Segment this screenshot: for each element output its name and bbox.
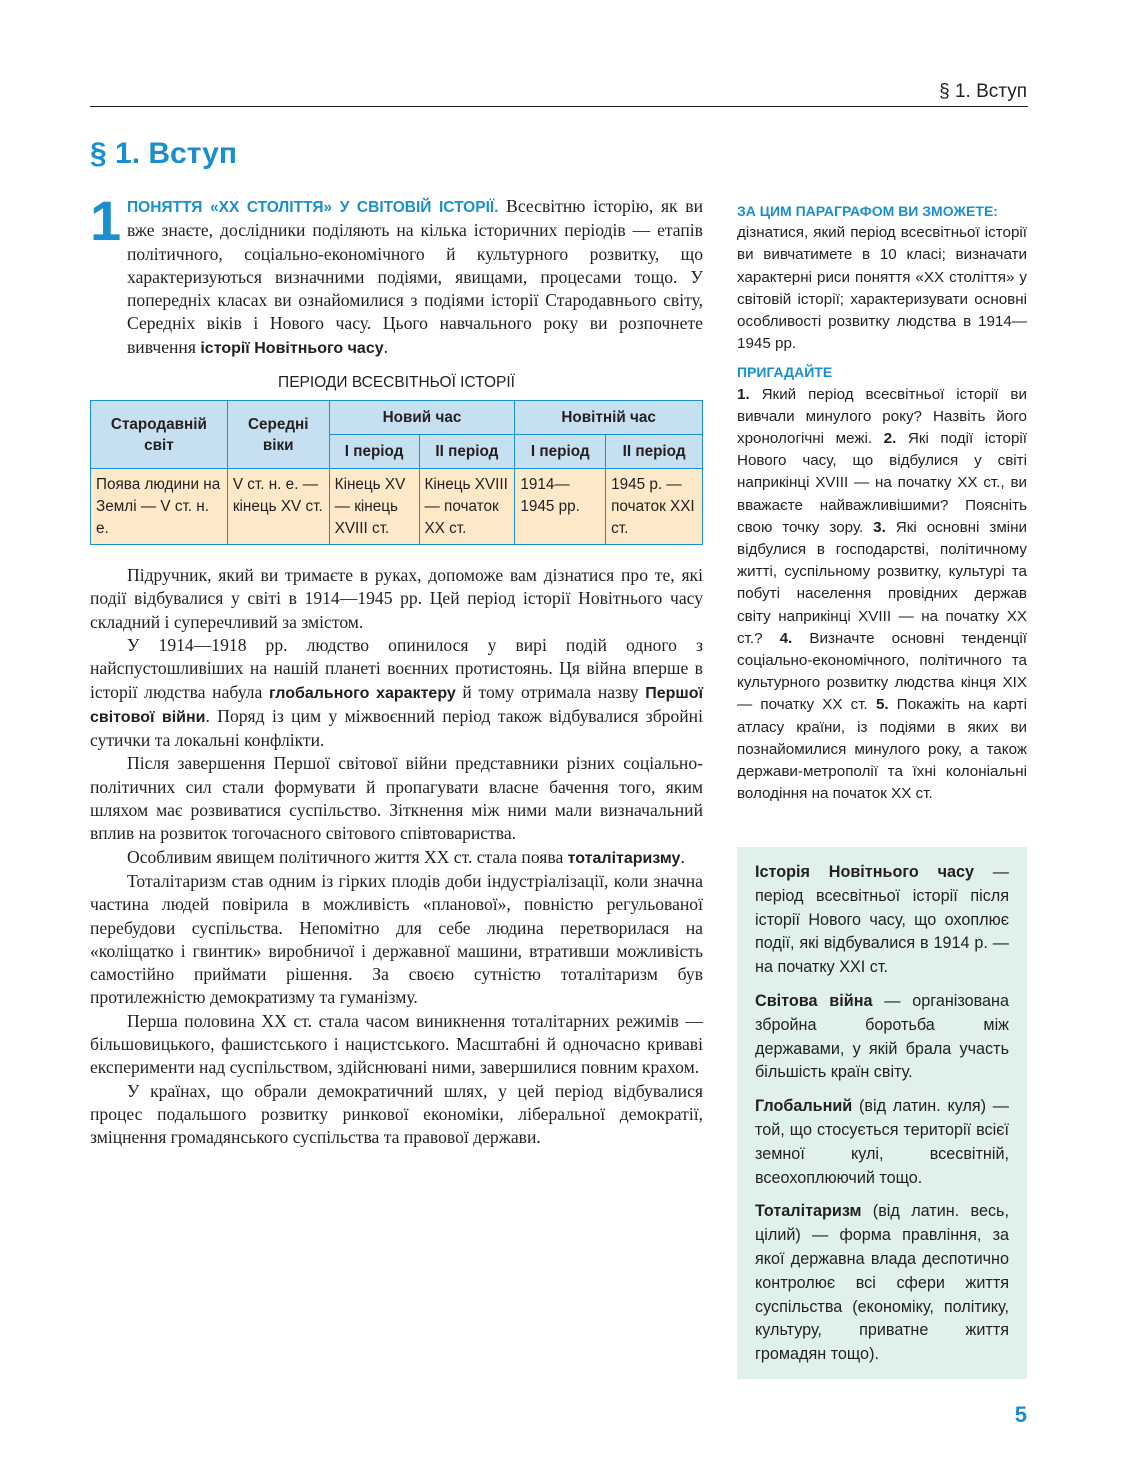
body-paragraph: Тоталітаризм став одним із гірких плодів доби індустріалізації, коли значна частина людей повірила в можливість «планової», повністю регульованої перебудови суспільства. Непомітно для себе людина перетворилася на «коліщатко і гвинтик» виробничої і державної машини, втративши можливість самостійно приймати рішення. За своєю сутністю тоталітаризм був протилежністю демократизму та гуманізму. — [90, 870, 703, 1008]
table-cell: Поява людини на Землі — V ст. н. е. — [91, 469, 228, 545]
table-cell: 1914—1945 рр. — [515, 469, 606, 545]
main-column — [90, 189, 704, 1150]
periods-table — [90, 400, 703, 545]
goals-heading: ЗА ЦИМ ПАРАГРАФОМ ВИ ЗМОЖЕТЕ: — [737, 203, 998, 219]
table-cell: 1945 р. — початок XXI ст. — [606, 469, 703, 545]
intro-block — [90, 189, 703, 360]
term-global: глобального характеру — [268, 684, 456, 702]
body-paragraph: У країнах, що обрали демократичний шлях, у цей період відбувалися процес подальшого розвитку ринкової економіки, ліберальної демократії, зміцнення громадянського суспільства та правової держави. — [90, 1080, 703, 1148]
header-rule — [90, 106, 1028, 107]
table-cell: V ст. н. е. — кінець XV ст. — [227, 469, 329, 545]
header-newest: Новітній час — [515, 401, 703, 435]
table-row — [91, 469, 703, 545]
glossary-item: Історія Новітнього часу — період всесвітньої історії після історії Нового часу, що охоплює події, які відбувалися в 1914 р. — на початку XXI ст. — [755, 863, 1009, 977]
header-new-p2: ІІ період — [419, 435, 515, 469]
body-paragraph: У 1914—1918 рр. людство опинилося у вирі подій одного з найспустошливіших на нашій планеті воєнних протистоянь. Ця війна вперше в історії людства набула глобального характеру й тому отримала назву Першої світової війни. Поряд із цим у міжвоєнний період також відбувалися збройні сутички та локальні конфлікти. — [90, 634, 704, 751]
header-new-p1: І період — [329, 435, 419, 469]
body-paragraph: Перша половина ХХ ст. стала часом виникнення тоталітарних режимів — більшовицького, фашистського і нацистського. Масштабні й одночасно криваві експерименти над суспільством, здійснювані ними, завершилися повним крахом. — [90, 1010, 703, 1078]
body-paragraph: Особливим явищем політичного життя ХХ ст. стала поява тоталітаризму. — [127, 846, 685, 867]
intro-paragraph — [90, 189, 703, 360]
intro-text: Всесвітню історію, як ви вже знаєте, дослідники поділяють на кілька історичних періодів — етапів політичного, соціально-економічного й культурного розвитку, що характеризуються визначними подіями, явищами, процесами тощо. У попередніх класах ви ознайомилися з подіями історії Стародавнього світу, Середніх віків і Нового часу. Цього навчального року ви розпочнете вивчення — [127, 196, 703, 357]
term-ww1: Першої світової війни — [90, 684, 704, 726]
topic-number: 1 — [90, 189, 122, 252]
glossary-box — [737, 847, 1027, 1379]
table-caption: ПЕРІОДИ ВСЕСВІТНЬОЇ ІСТОРІЇ — [278, 374, 515, 392]
body-paragraph: Підручник, який ви тримаєте в руках, допоможе вам дізнатися про те, які події відбувалися у світі в 1914—1945 рр. Цей період історії Новітнього часу складний і суперечливий за змістом. — [90, 565, 703, 632]
running-head: § 1. Вступ — [939, 81, 1027, 102]
header-newest-p2: ІІ період — [606, 435, 703, 469]
header-middle: Середні віки — [227, 401, 329, 469]
recall-questions: 1. Який період всесвітньої історії ви вивчали минулого року? Назвіть його хронологічні межі. 2. Які події історії Нового часу, що відбулися у світі наприкінці XVIII — на початку ХХ ст., ви вважаєте найважливішими? Поясніть свою точку зору. 3. Які основні зміни відбулися в господарстві, політичному житті, суспільному розвитку, культурі та побуті населення провідних держав світу наприкінці XVIII — на початку ХХ ст.? 4. Визначте основні тенденції соціально-економічного, політичного та культурного розвитку людства кінця ХІХ — початку ХХ ст. 5. Покажіть на карті атласу країни, із подіями в яких ви познайомилися минулого року, а також держави-метрополії та їхні колоніальні володіння на початок ХХ ст. — [737, 385, 1027, 803]
glossary-item: Глобальний (від латин. куля) — той, що стосується території всієї земної кулі, всесвітній, всеохоплюючий тощо. — [755, 1097, 1009, 1187]
body-paragraph: Після завершення Першої світової війни представники різних соціально-політичних сил стали формувати й пропагувати власне бачення того, яким шляхом має розвиватися суспільство. Зіткнення між ними мали визначальний вплив на розвиток тогочасного світового співтовариства. — [90, 753, 703, 844]
goals-text: дізнатися, який період всесвітньої історії ви вивчатимете в 10 класі; визначати характерні риси поняття «ХХ століття» у світовій історії; характеризувати основні особливості розвитку людства в 1914—1945 рр. — [737, 224, 1027, 353]
table-cell: Кінець XV — кінець XVIII ст. — [329, 469, 419, 545]
intro-end: . — [383, 336, 389, 357]
term-totalitarianism: тоталітаризму — [567, 849, 681, 867]
header-ancient: Стародавній світ — [91, 401, 228, 469]
header-newest-p1: І період — [515, 435, 606, 469]
intro-bold: історії Новітнього часу — [200, 339, 384, 357]
section-title: § 1. Вступ — [90, 137, 237, 170]
sidebar — [737, 200, 1027, 805]
recall-heading: ПРИГАДАЙТЕ — [737, 364, 833, 381]
glossary-item: Тоталітаризм (від латин. весь, цілий) — форма правління, за якої державна влада деспотично контролює всі сфери життя суспільства (економіку, політику, культуру, приватне життя громадян тощо). — [755, 1202, 1009, 1364]
table-cell: Кінець XVIII — початок XX ст. — [419, 469, 515, 545]
header-new: Новий час — [329, 401, 515, 435]
glossary-item: Світова війна — організована збройна боротьба між державами, у якій брала участь більшість країн світу. — [755, 991, 1009, 1082]
topic-heading: ПОНЯТТЯ «ХХ СТОЛІТТЯ» У СВІТОВІЙ ІСТОРІЇ. — [127, 199, 499, 216]
page-number: 5 — [1014, 1402, 1027, 1427]
